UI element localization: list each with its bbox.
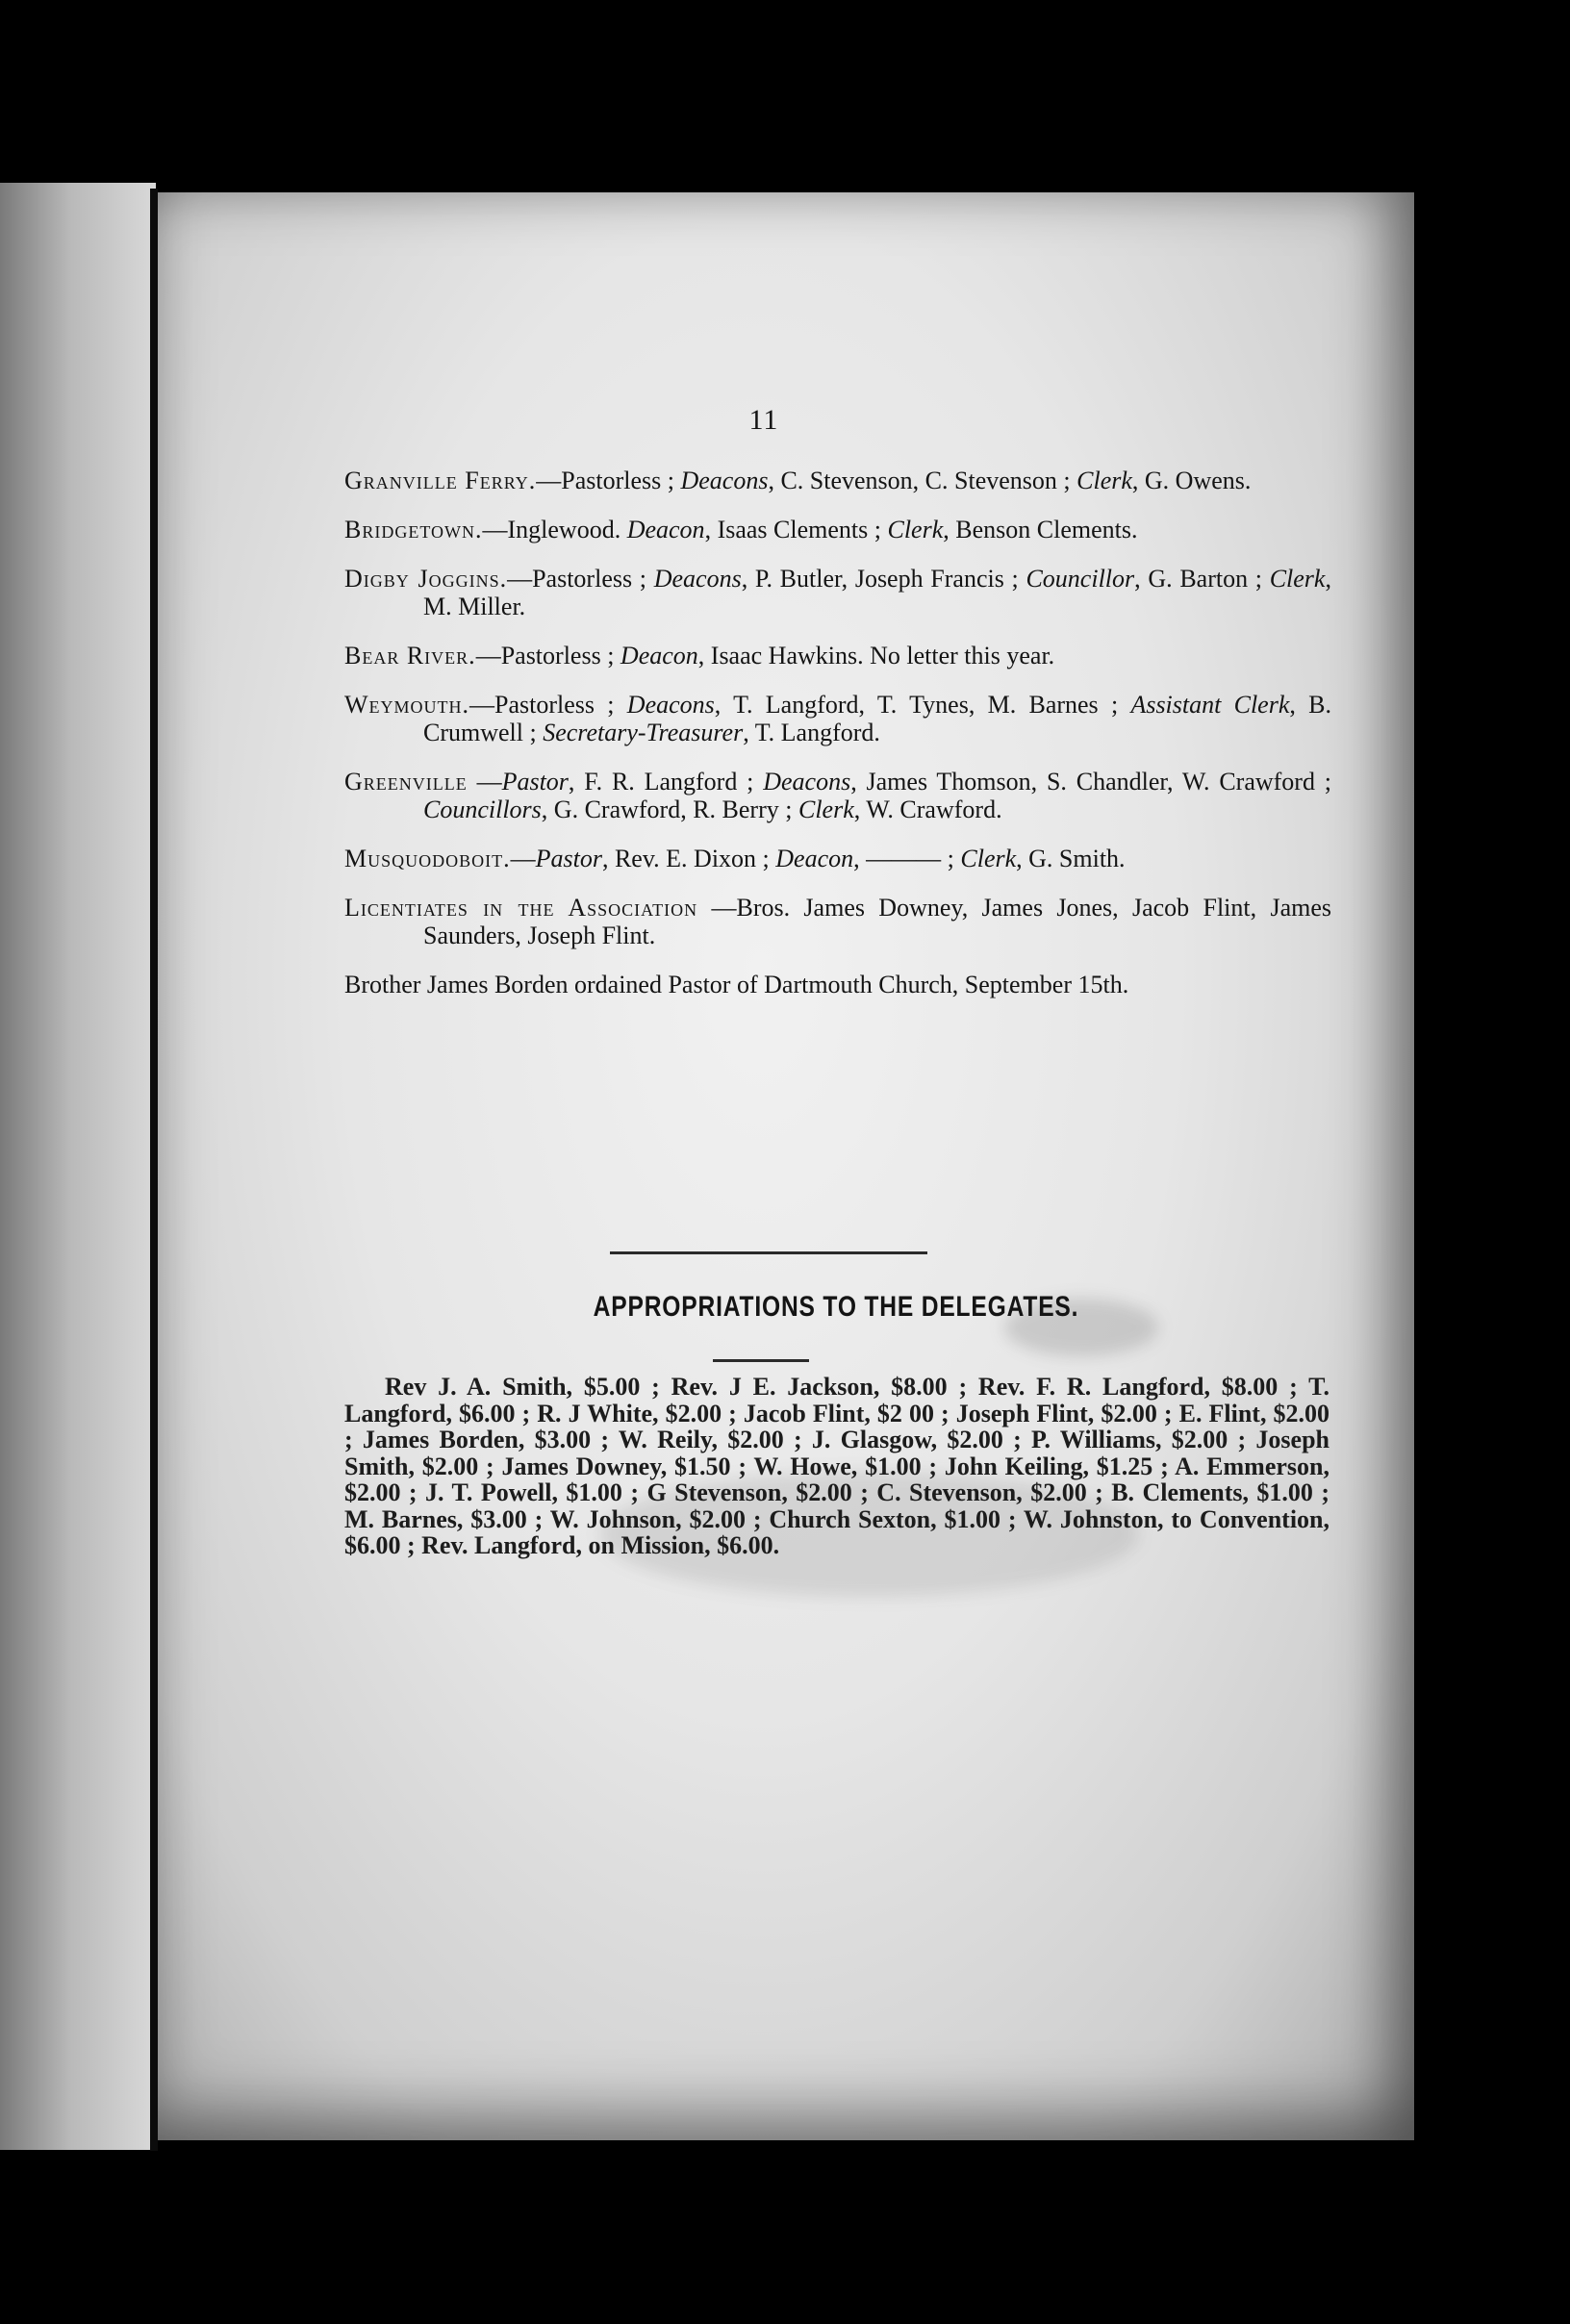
entry-text: , M. Miller. bbox=[423, 565, 1331, 620]
church-entry bbox=[344, 971, 1331, 998]
entry-text: , Rev. E. Dixon ; bbox=[601, 845, 776, 872]
entry-text: Brother James Borden ordained Pastor of Dartmouth Church, September 15th. bbox=[344, 971, 1129, 998]
office-title: Pastor bbox=[535, 845, 602, 872]
office-title: Clerk bbox=[960, 845, 1017, 872]
church-name: Granville Ferry. bbox=[344, 467, 537, 494]
church-entry bbox=[344, 894, 1331, 949]
entry-text: , G. Owens. bbox=[1131, 467, 1252, 494]
entry-text: —Pastorless ; bbox=[507, 565, 654, 593]
office-title: Deacon bbox=[626, 516, 705, 543]
office-title: Councillor bbox=[1026, 565, 1135, 593]
office-title: Clerk bbox=[887, 516, 944, 543]
office-title: Assistant Clerk bbox=[1130, 691, 1290, 719]
section-heading: APPROPRIATIONS TO THE DELEGATES. bbox=[593, 1291, 1079, 1323]
office-title: Councillors bbox=[423, 796, 542, 823]
entry-text: , C. Stevenson, C. Stevenson ; bbox=[768, 467, 1077, 494]
office-title: Deacons bbox=[653, 565, 742, 593]
office-title: Pastor bbox=[501, 768, 569, 796]
church-entry bbox=[344, 516, 1331, 543]
entry-text: , Benson Clements. bbox=[943, 516, 1138, 543]
church-name: Weymouth. bbox=[344, 691, 470, 719]
entry-text: , W. Crawford. bbox=[853, 796, 1002, 823]
entry-text: , James Thomson, S. Chandler, W. Crawford ; bbox=[850, 768, 1332, 796]
entry-text: —Pastorless ; bbox=[469, 691, 627, 719]
church-entry bbox=[344, 768, 1331, 823]
binding-spine bbox=[150, 189, 158, 2151]
entry-text: — bbox=[510, 845, 536, 872]
church-entries bbox=[344, 467, 1331, 1020]
facing-page-edge bbox=[0, 183, 156, 2150]
entry-text: —Bros. James Downey, James Jones, Jacob Flint, James Saunders, Joseph Flint. bbox=[423, 894, 1331, 949]
office-title: Deacons bbox=[680, 467, 769, 494]
page-number: 11 bbox=[748, 404, 779, 436]
office-title: Clerk bbox=[1269, 565, 1326, 593]
office-title: Deacons bbox=[763, 768, 851, 796]
church-entry bbox=[344, 845, 1331, 872]
entry-text: , B. Crumwell ; bbox=[423, 691, 1332, 746]
church-name: Bridgetown. bbox=[344, 516, 483, 543]
entry-text: — bbox=[467, 768, 502, 796]
church-entry bbox=[344, 565, 1331, 620]
church-name: Musquodoboit. bbox=[344, 845, 511, 872]
entry-text: , T. Langford. bbox=[743, 719, 880, 746]
entry-text: —Pastorless ; bbox=[475, 642, 620, 669]
office-title: Clerk bbox=[798, 796, 854, 823]
entry-text: , P. Butler, Joseph Francis ; bbox=[741, 565, 1026, 593]
church-entry bbox=[344, 467, 1331, 494]
church-name: Licentiates in the Association bbox=[344, 894, 698, 922]
office-title: Deacon bbox=[620, 642, 698, 669]
section-divider bbox=[610, 1251, 927, 1254]
entry-text: —Pastorless ; bbox=[536, 467, 681, 494]
office-title: Deacon bbox=[775, 845, 854, 872]
office-title: Secretary-Treasurer bbox=[543, 719, 744, 746]
church-entry bbox=[344, 642, 1331, 669]
church-name: Greenville bbox=[344, 768, 468, 796]
heading-underline bbox=[713, 1359, 809, 1362]
church-entry bbox=[344, 691, 1331, 746]
entry-text: , Isaas Clements ; bbox=[704, 516, 888, 543]
church-name: Bear River. bbox=[344, 642, 476, 669]
entry-text: , G. Crawford, R. Berry ; bbox=[541, 796, 798, 823]
entry-text: , Isaac Hawkins. No letter this year. bbox=[697, 642, 1055, 669]
appropriations-paragraph: Rev J. A. Smith, $5.00 ; Rev. J E. Jackson, $8.00 ; Rev. F. R. Langford, $8.00 ; T. Langford, $6.00 ; R. J White, $2.00 ; Jacob Flint, $2 00 ; Joseph Flint, $2.00 ; E. Flint, $2.00 ; James Borden, $3.00 ; W. Reily, $2.00 ; J. Glasgow, $2.00 ; P. Williams, $2.00 ; Joseph Smith, $2.00 ; James Downey, $1.50 ; W. Howe, $1.00 ; John Keiling, $1.25 ; A. Emmerson, $2.00 ; J. T. Powell, $1.00 ; G Stevenson, $2.00 ; C. Stevenson, $2.00 ; B. Clements, $1.00 ; M. Barnes, $3.00 ; W. Johnson, $2.00 ; Church Sexton, $1.00 ; W. Johnston, to Convention, $6.00 ; Rev. Langford, on Mission, $6.00. bbox=[344, 1373, 1329, 1559]
entry-text: —Inglewood. bbox=[482, 516, 627, 543]
entry-text: , G. Smith. bbox=[1016, 845, 1126, 872]
entry-text: , G. Barton ; bbox=[1134, 565, 1270, 593]
office-title: Clerk bbox=[1076, 467, 1132, 494]
office-title: Deacons bbox=[626, 691, 715, 719]
entry-text: , ——— ; bbox=[853, 845, 961, 872]
entry-text: , T. Langford, T. Tynes, M. Barnes ; bbox=[714, 691, 1131, 719]
church-name: Digby Joggins. bbox=[344, 565, 508, 593]
document-page bbox=[158, 192, 1414, 2140]
entry-text: , F. R. Langford ; bbox=[568, 768, 764, 796]
